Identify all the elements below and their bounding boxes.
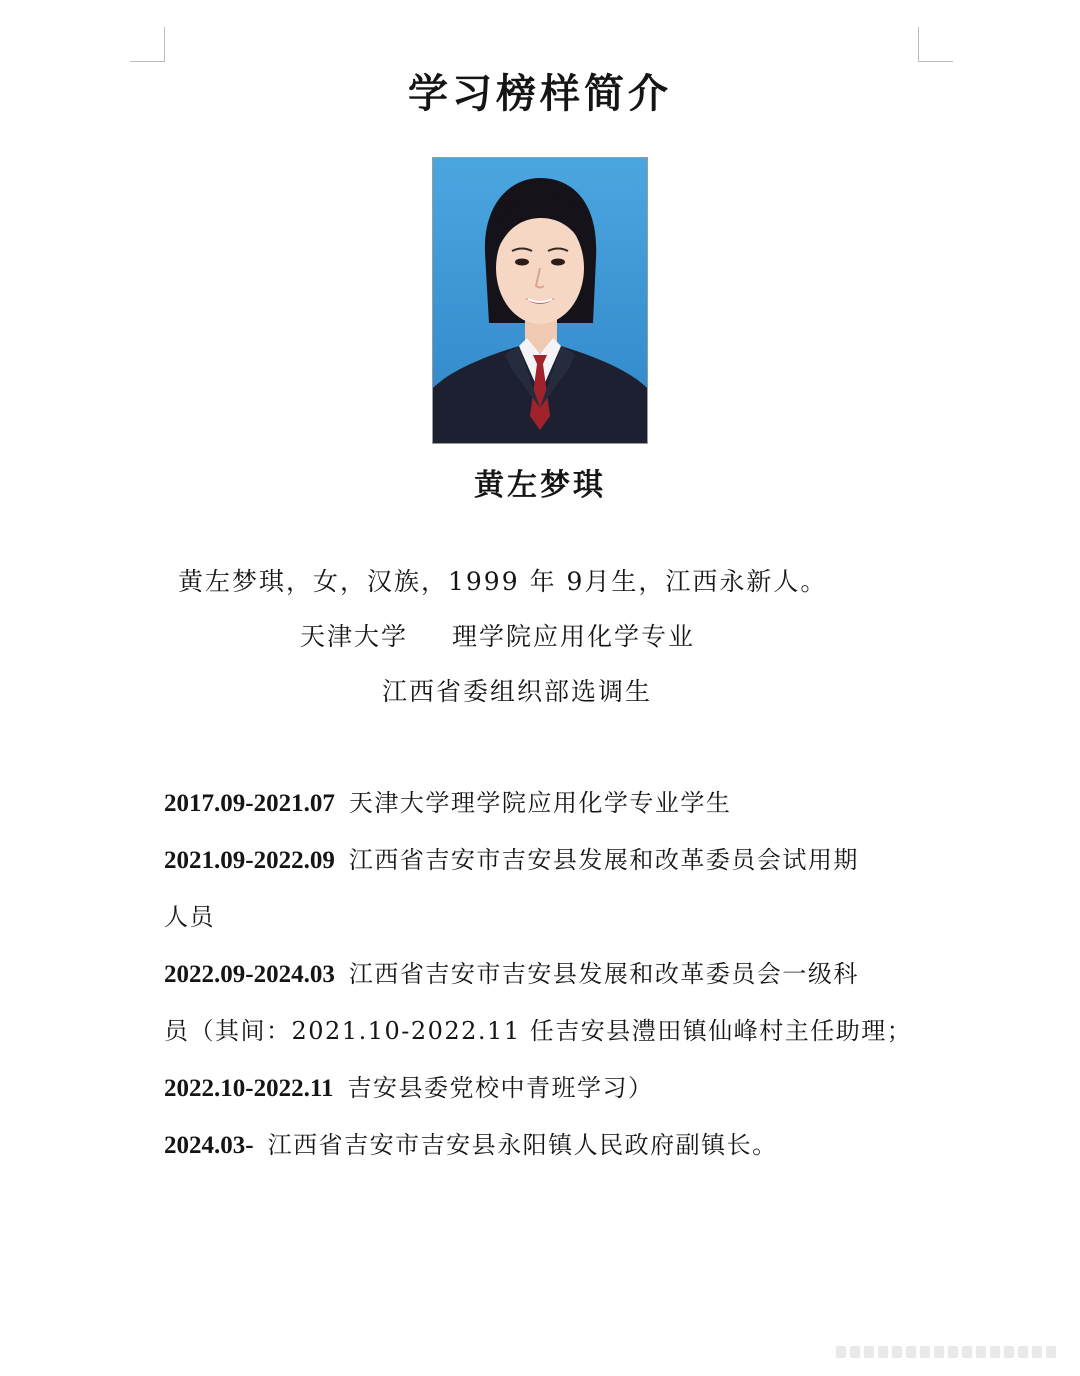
watermark-pattern: [836, 1344, 1062, 1360]
resume-line: [164, 954, 924, 1011]
intro-education: [300, 617, 695, 653]
university-name: 天津大学: [300, 622, 409, 651]
intro-basic-info: 黄左梦琪，女，汉族，1999 年 9月生，江西永新人。: [178, 567, 828, 596]
resume-text: 江西省吉安市吉安县发展和改革委员会试用期: [348, 846, 859, 874]
resume-line: [164, 1125, 924, 1182]
document-title: 学习榜样简介: [408, 70, 672, 117]
resume-line: [164, 783, 924, 840]
resume-date: 2021.09-2022.09: [164, 847, 335, 874]
intro-position: 江西省委组织部选调生: [382, 677, 653, 706]
resume-text: 吉安县委党校中青班学习）: [347, 1074, 654, 1102]
person-name: 黄左梦琪: [474, 468, 606, 503]
resume-line: [164, 1011, 924, 1068]
resume-text: 员（其间：2021.10-2022.11 任吉安县澧田镇仙峰村主任助理；: [164, 1017, 913, 1045]
resume-date: 2022.09-2024.03: [164, 961, 335, 988]
crop-mark-top-left: [130, 27, 165, 62]
resume-date: 2022.10-2022.11: [164, 1075, 334, 1102]
crop-mark-top-right: [918, 27, 953, 62]
department-name: 理学院应用化学专业: [452, 622, 696, 651]
resume-date: 2017.09-2021.07: [164, 790, 335, 817]
resume-line: [164, 840, 924, 897]
resume-date: 2024.03-: [164, 1132, 254, 1159]
resume-list: [164, 783, 924, 1182]
resume-text: 人员: [164, 903, 215, 931]
resume-text: 江西省吉安市吉安县发展和改革委员会一级科: [348, 960, 859, 988]
resume-line: [164, 1068, 924, 1125]
resume-text: 江西省吉安市吉安县永阳镇人民政府副镇长。: [267, 1131, 778, 1159]
resume-text: 天津大学理学院应用化学专业学生: [348, 789, 732, 817]
portrait-photo: [432, 157, 648, 444]
resume-line: [164, 897, 924, 954]
